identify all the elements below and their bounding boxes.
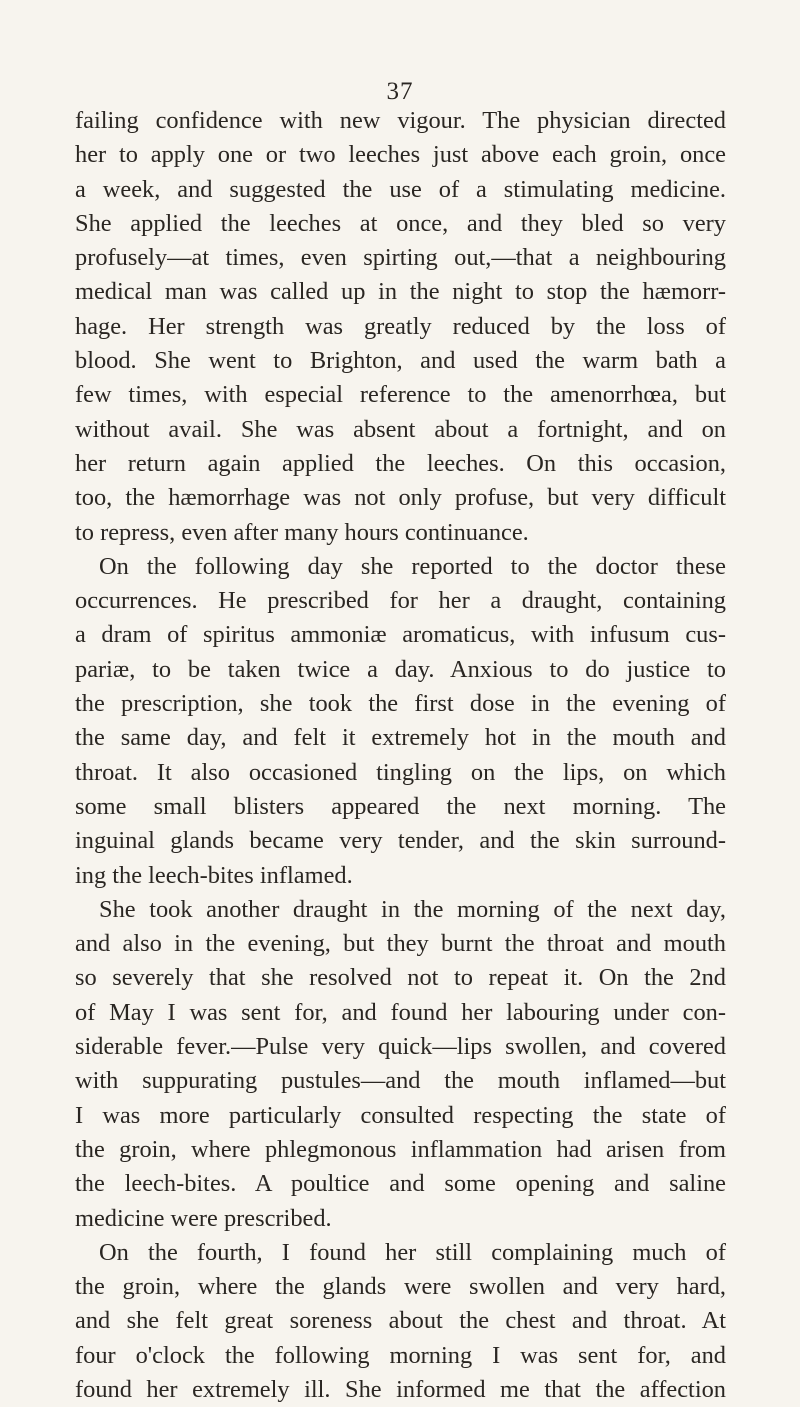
text-line: without avail. She was absent about a fortnight, and on (75, 415, 726, 443)
body-text (75, 104, 726, 1407)
text-line: a dram of spiritus ammoniæ aromaticus, with infusum cus- (75, 621, 726, 649)
text-line: some small blisters appeared the next morning. The (75, 792, 726, 820)
text-line: occurrences. He prescribed for her a draught, containing (75, 587, 726, 615)
text-line: a week, and suggested the use of a stimulating medicine. (75, 175, 726, 203)
text-line: throat. It also occasioned tingling on the lips, on which (75, 758, 726, 786)
text-line: pariæ, to be taken twice a day. Anxious to do justice to (75, 655, 726, 683)
text-line: of May I was sent for, and found her labouring under con- (75, 998, 726, 1026)
text-line: found her extremely ill. She informed me that the affection (75, 1375, 726, 1403)
text-line: I was more particularly consulted respecting the state of (75, 1101, 726, 1129)
text-line: the leech-bites. A poultice and some opening and saline (75, 1170, 726, 1198)
text-line: to repress, even after many hours continuance. (75, 518, 529, 546)
text-line: hage. Her strength was greatly reduced by the loss of (75, 312, 726, 340)
text-line: the groin, where phlegmonous inflammation had arisen from (75, 1135, 726, 1163)
text-line: blood. She went to Brighton, and used the warm bath a (75, 347, 726, 375)
text-line: On the fourth, I found her still complaining much of (99, 1238, 726, 1266)
text-line: four o'clock the following morning I was sent for, and (75, 1341, 726, 1369)
text-line: the groin, where the glands were swollen and very hard, (75, 1273, 726, 1301)
text-line: She took another draught in the morning of the next day, (99, 895, 726, 923)
text-line: so severely that she resolved not to repeat it. On the 2nd (75, 964, 726, 992)
text-line: few times, with especial reference to the amenorrhœa, but (75, 381, 726, 409)
text-line: the prescription, she took the first dose in the evening of (75, 690, 726, 718)
text-line: medical man was called up in the night to stop the hæmorr- (75, 278, 726, 306)
text-line: her return again applied the leeches. On this occasion, (75, 449, 726, 477)
text-line: siderable fever.—Pulse very quick—lips swollen, and covered (75, 1033, 726, 1061)
text-line: and she felt great soreness about the chest and throat. At (75, 1307, 726, 1335)
text-line: with suppurating pustules—and the mouth inflamed—but (75, 1067, 726, 1095)
page-number: 37 (386, 78, 414, 105)
text-line: She applied the leeches at once, and they bled so very (75, 209, 726, 237)
text-line: too, the hæmorrhage was not only profuse, but very difficult (75, 484, 726, 512)
text-line: medicine were prescribed. (75, 1204, 332, 1232)
text-line: her to apply one or two leeches just above each groin, once (75, 141, 726, 169)
text-line: profusely—at times, even spirting out,—that a neighbouring (75, 244, 726, 272)
text-line: inguinal glands became very tender, and the skin surround- (75, 827, 726, 855)
text-line: the same day, and felt it extremely hot in the mouth and (75, 724, 726, 752)
text-line: On the following day she reported to the doctor these (99, 552, 726, 580)
text-line: failing confidence with new vigour. The physician directed (75, 107, 726, 134)
text-line: and also in the evening, but they burnt the throat and mouth (75, 930, 726, 958)
text-line: ing the leech-bites inflamed. (75, 861, 353, 889)
